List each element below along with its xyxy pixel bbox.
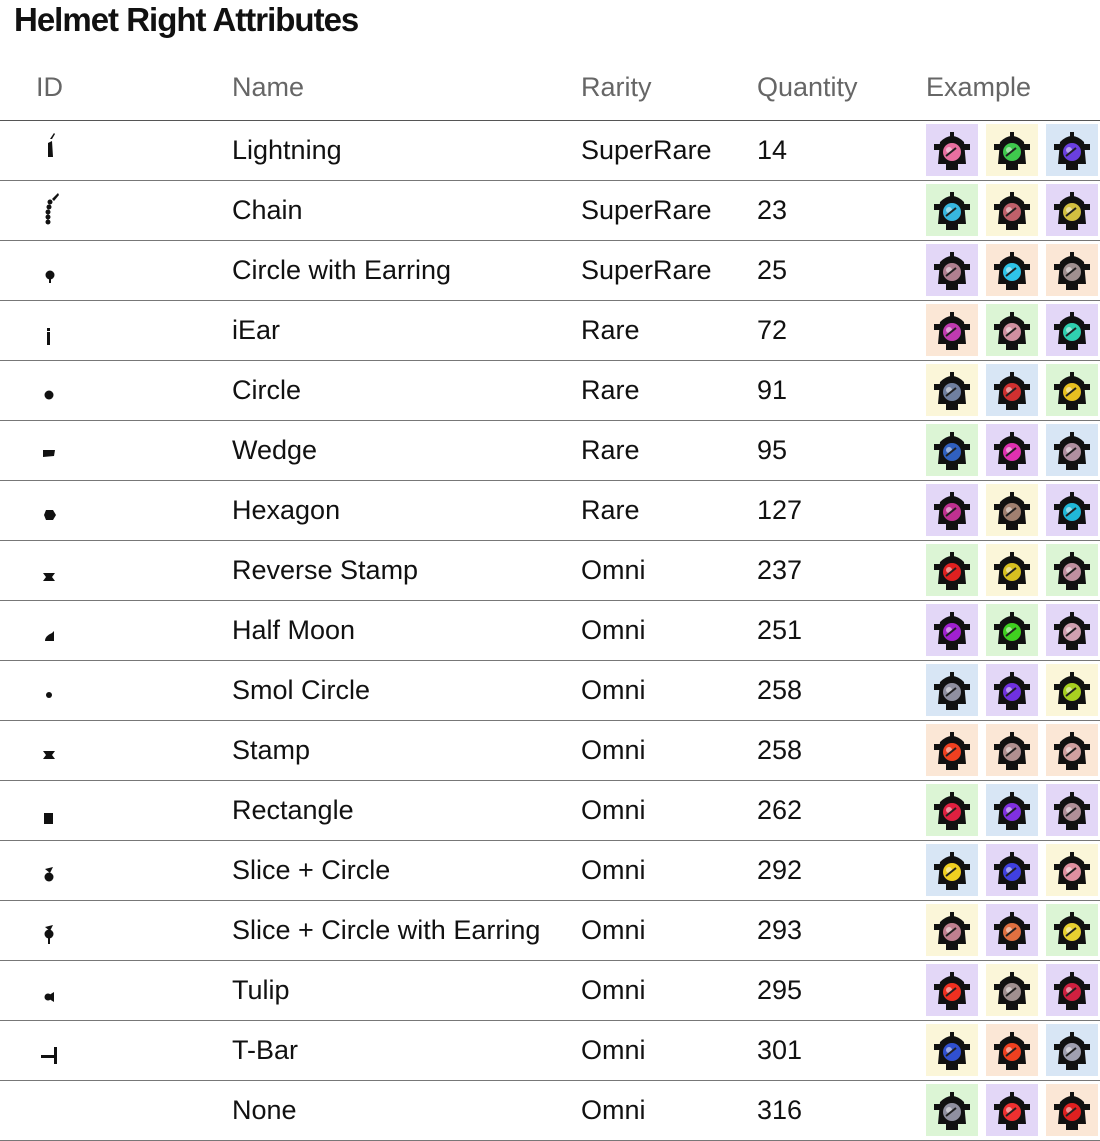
rarity-value: Rare [581, 315, 640, 345]
circle-with-earring-icon [32, 241, 68, 300]
example-helmet-image[interactable] [1046, 244, 1098, 296]
quantity-value: 301 [757, 1035, 803, 1065]
example-helmet-image[interactable] [926, 184, 978, 236]
example-helmet-image[interactable] [926, 304, 978, 356]
example-helmet-image[interactable] [986, 304, 1038, 356]
rarity-value: Omni [581, 1035, 646, 1065]
example-helmet-image[interactable] [986, 1084, 1038, 1136]
example-helmet-image[interactable] [986, 364, 1038, 416]
quantity-value: 25 [757, 255, 788, 285]
rarity-value: Omni [581, 855, 646, 885]
table-row [0, 181, 1100, 241]
example-helmet-image[interactable] [986, 664, 1038, 716]
attribute-name: Circle [232, 375, 302, 405]
attribute-name: Chain [232, 195, 303, 225]
quantity-value: 258 [757, 675, 803, 705]
attribute-name: Rectangle [232, 795, 354, 825]
none-icon [32, 1081, 68, 1140]
example-helmet-image[interactable] [986, 424, 1038, 476]
rarity-value: Omni [581, 795, 646, 825]
attribute-name: Half Moon [232, 615, 356, 645]
attribute-name: T-Bar [232, 1035, 299, 1065]
quantity-value: 127 [757, 495, 803, 525]
example-helmet-image[interactable] [1046, 544, 1098, 596]
example-helmet-image[interactable] [986, 1024, 1038, 1076]
example-helmet-image[interactable] [986, 964, 1038, 1016]
rectangle-icon [32, 781, 68, 840]
reverse-stamp-icon [32, 541, 68, 600]
example-helmet-image[interactable] [1046, 364, 1098, 416]
iear-icon [32, 301, 68, 360]
example-helmet-image[interactable] [1046, 1024, 1098, 1076]
example-helmet-image[interactable] [926, 964, 978, 1016]
example-helmet-image[interactable] [1046, 124, 1098, 176]
example-helmet-image[interactable] [986, 724, 1038, 776]
example-helmet-image[interactable] [1046, 1084, 1098, 1136]
header-rarity: Rarity [581, 72, 652, 102]
example-helmet-image[interactable] [986, 904, 1038, 956]
chain-icon [32, 181, 68, 240]
example-helmet-image[interactable] [926, 604, 978, 656]
table-row [0, 541, 1100, 601]
rarity-value: Omni [581, 555, 646, 585]
table-body [0, 121, 1100, 1141]
example-helmet-image[interactable] [986, 784, 1038, 836]
example-helmet-image[interactable] [1046, 964, 1098, 1016]
example-helmet-image[interactable] [1046, 304, 1098, 356]
page-title: Helmet Right Attributes [14, 1, 359, 38]
attribute-name: Wedge [232, 435, 318, 465]
example-helmet-image[interactable] [986, 544, 1038, 596]
rarity-value: SuperRare [581, 255, 712, 285]
example-helmet-image[interactable] [986, 484, 1038, 536]
example-helmet-image[interactable] [1046, 424, 1098, 476]
example-helmet-image[interactable] [1046, 904, 1098, 956]
example-helmet-image[interactable] [926, 784, 978, 836]
table-row [0, 601, 1100, 661]
example-helmet-image[interactable] [1046, 784, 1098, 836]
circle-icon [32, 361, 68, 420]
table-row [0, 121, 1100, 181]
hexagon-icon [32, 481, 68, 540]
table-header [0, 62, 1100, 121]
quantity-value: 23 [757, 195, 788, 225]
quantity-value: 292 [757, 855, 803, 885]
quantity-value: 251 [757, 615, 803, 645]
rarity-value: Rare [581, 435, 640, 465]
example-helmet-image[interactable] [926, 544, 978, 596]
attribute-name: Hexagon [232, 495, 341, 525]
header-quantity: Quantity [757, 72, 858, 102]
quantity-value: 293 [757, 915, 803, 945]
half-moon-icon [32, 601, 68, 660]
quantity-value: 91 [757, 375, 788, 405]
table-row [0, 721, 1100, 781]
stamp-icon [32, 721, 68, 780]
wedge-icon [32, 421, 68, 480]
example-helmet-image[interactable] [926, 904, 978, 956]
attribute-name: Smol Circle [232, 675, 371, 705]
attribute-name: iEar [232, 315, 281, 345]
example-helmet-image[interactable] [926, 424, 978, 476]
table-row [0, 361, 1100, 421]
smol-circle-icon [32, 661, 68, 720]
table-row [0, 661, 1100, 721]
table-row [0, 841, 1100, 901]
table-row [0, 1021, 1100, 1081]
rarity-value: Omni [581, 915, 646, 945]
quantity-value: 316 [757, 1095, 803, 1125]
table-row [0, 781, 1100, 841]
example-helmet-image[interactable] [1046, 184, 1098, 236]
header-example: Example [926, 72, 1032, 102]
quantity-value: 258 [757, 735, 803, 765]
table-row [0, 901, 1100, 961]
header-name: Name [232, 72, 305, 102]
example-helmet-image[interactable] [926, 1084, 978, 1136]
example-helmet-image[interactable] [926, 844, 978, 896]
rarity-value: Omni [581, 675, 646, 705]
lightning-icon [32, 121, 68, 180]
attribute-name: Slice + Circle [232, 855, 391, 885]
attribute-name: Slice + Circle with Earring [232, 915, 541, 945]
tulip-icon [32, 961, 68, 1020]
rarity-value: SuperRare [581, 135, 712, 165]
example-helmet-image[interactable] [986, 124, 1038, 176]
rarity-value: Rare [581, 375, 640, 405]
attribute-name: None [232, 1095, 297, 1125]
example-helmet-image[interactable] [1046, 484, 1098, 536]
rarity-value: Omni [581, 1095, 646, 1125]
quantity-value: 95 [757, 435, 788, 465]
example-helmet-image[interactable] [986, 244, 1038, 296]
rarity-value: Omni [581, 975, 646, 1005]
table-row [0, 481, 1100, 541]
example-helmet-image[interactable] [1046, 664, 1098, 716]
example-helmet-image[interactable] [926, 124, 978, 176]
example-helmet-image[interactable] [986, 844, 1038, 896]
example-helmet-image[interactable] [1046, 604, 1098, 656]
example-helmet-image[interactable] [986, 184, 1038, 236]
rarity-value: Omni [581, 615, 646, 645]
attribute-name: Reverse Stamp [232, 555, 419, 585]
example-helmet-image[interactable] [926, 244, 978, 296]
table-row [0, 421, 1100, 481]
rarity-value: Omni [581, 735, 646, 765]
example-helmet-image[interactable] [1046, 844, 1098, 896]
example-helmet-image[interactable] [926, 364, 978, 416]
example-helmet-image[interactable] [926, 664, 978, 716]
header-id: ID [36, 72, 63, 102]
slice-circle-earring-icon [32, 901, 68, 960]
rarity-value: SuperRare [581, 195, 712, 225]
table-row [0, 241, 1100, 301]
quantity-value: 295 [757, 975, 803, 1005]
example-helmet-image[interactable] [926, 484, 978, 536]
quantity-value: 72 [757, 315, 788, 345]
table-row [0, 301, 1100, 361]
example-helmet-image[interactable] [926, 1024, 978, 1076]
example-helmet-image[interactable] [986, 604, 1038, 656]
attributes-table [0, 62, 1100, 1141]
slice-circle-icon [32, 841, 68, 900]
quantity-value: 262 [757, 795, 803, 825]
attribute-name: Stamp [232, 735, 311, 765]
t-bar-icon [32, 1021, 68, 1080]
attribute-name: Circle with Earring [232, 255, 452, 285]
quantity-value: 14 [757, 135, 788, 165]
table-row [0, 961, 1100, 1021]
attribute-name: Lightning [232, 135, 342, 165]
rarity-value: Rare [581, 495, 640, 525]
example-helmet-image[interactable] [926, 724, 978, 776]
quantity-value: 237 [757, 555, 803, 585]
example-helmet-image[interactable] [1046, 724, 1098, 776]
attribute-name: Tulip [232, 975, 290, 1005]
table-row [0, 1081, 1100, 1141]
